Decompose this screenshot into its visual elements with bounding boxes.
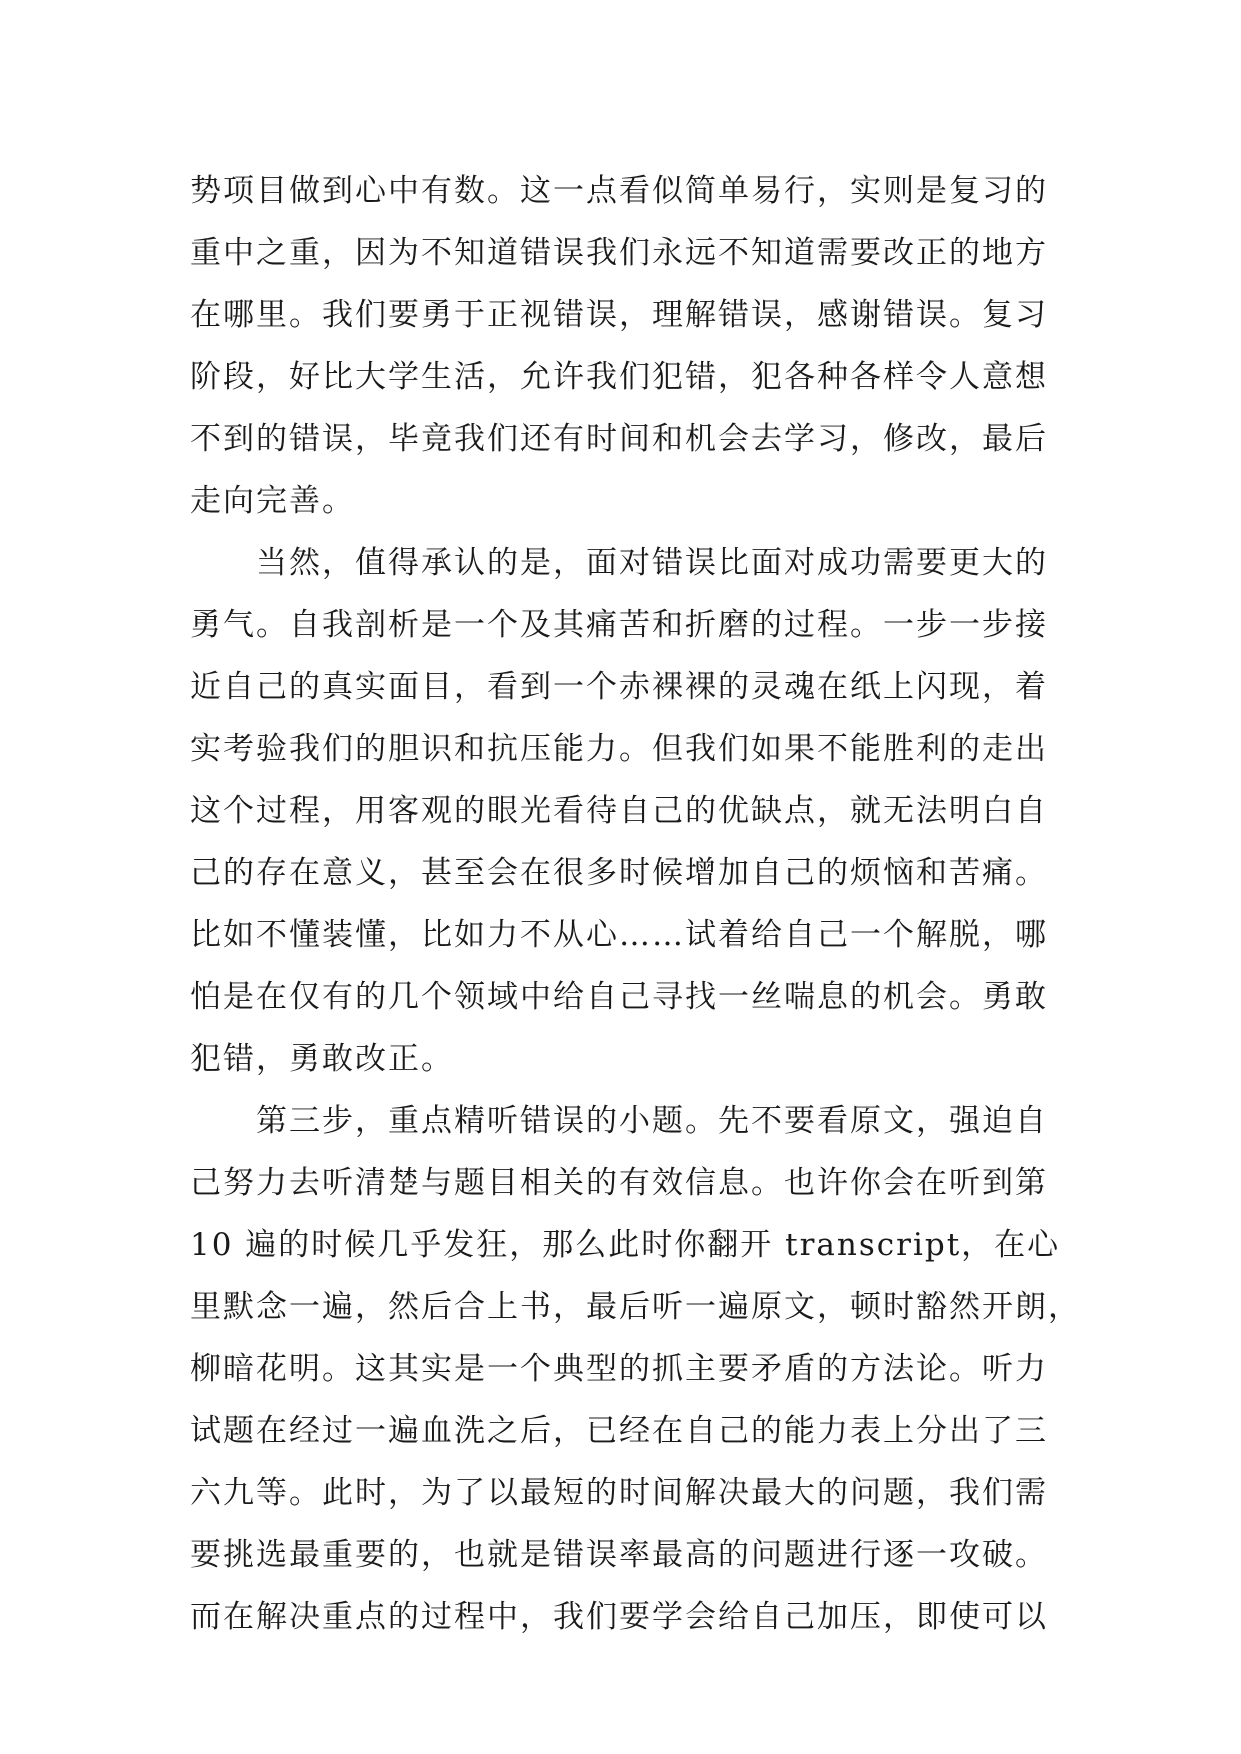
body-text (190, 160, 1081, 1648)
text-line: 怕是在仅有的几个领域中给自己寻找一丝喘息的机会。勇敢 (190, 979, 1048, 1015)
paragraph-3 (190, 1090, 1081, 1648)
text-line: 要挑选最重要的，也就是错误率最高的问题进行逐一攻破。 (190, 1537, 1048, 1573)
text-line: 犯错，勇敢改正。 (190, 1041, 454, 1077)
text-line: 这个过程，用客观的眼光看待自己的优缺点，就无法明白自 (190, 793, 1048, 829)
text-line: 在哪里。我们要勇于正视错误，理解错误，感谢错误。复习 (190, 297, 1048, 333)
paragraph-2 (190, 532, 1070, 1090)
text-line: 比如不懂装懂，比如力不从心……试着给自己一个解脱，哪 (190, 917, 1048, 953)
text-line: 当然，值得承认的是，面对错误比面对成功需要更大的 (256, 545, 1048, 581)
text-line: 己努力去听清楚与题目相关的有效信息。也许你会在听到第 (190, 1165, 1048, 1201)
text-line: 阶段，好比大学生活，允许我们犯错，犯各种各样令人意想 (190, 359, 1048, 395)
text-line: 走向完善。 (190, 483, 355, 519)
text-line: 第三步，重点精听错误的小题。先不要看原文，强迫自 (256, 1103, 1048, 1139)
paragraph-1 (190, 160, 1070, 532)
text-line: 近自己的真实面目，看到一个赤裸裸的灵魂在纸上闪现，着 (190, 669, 1048, 705)
text-line: 勇气。自我剖析是一个及其痛苦和折磨的过程。一步一步接 (190, 607, 1048, 643)
text-line: 而在解决重点的过程中，我们要学会给自己加压，即使可以 (190, 1599, 1048, 1635)
text-line: 势项目做到心中有数。这一点看似简单易行，实则是复习的 (190, 173, 1048, 209)
text-line: 六九等。此时，为了以最短的时间解决最大的问题，我们需 (190, 1475, 1048, 1511)
text-line: 柳暗花明。这其实是一个典型的抓主要矛盾的方法论。听力 (190, 1351, 1048, 1387)
text-line: 试题在经过一遍血洗之后，已经在自己的能力表上分出了三 (190, 1413, 1048, 1449)
text-line: 里默念一遍，然后合上书，最后听一遍原文，顿时豁然开朗， (190, 1289, 1081, 1325)
text-line: 己的存在意义，甚至会在很多时候增加自己的烦恼和苦痛。 (190, 855, 1048, 891)
text-line: 实考验我们的胆识和抗压能力。但我们如果不能胜利的走出 (190, 731, 1048, 767)
text-line: 10 遍的时候几乎发狂，那么此时你翻开 transcript，在心 (190, 1227, 1061, 1263)
text-line: 重中之重，因为不知道错误我们永远不知道需要改正的地方 (190, 235, 1048, 271)
text-line: 不到的错误，毕竟我们还有时间和机会去学习，修改，最后 (190, 421, 1048, 457)
